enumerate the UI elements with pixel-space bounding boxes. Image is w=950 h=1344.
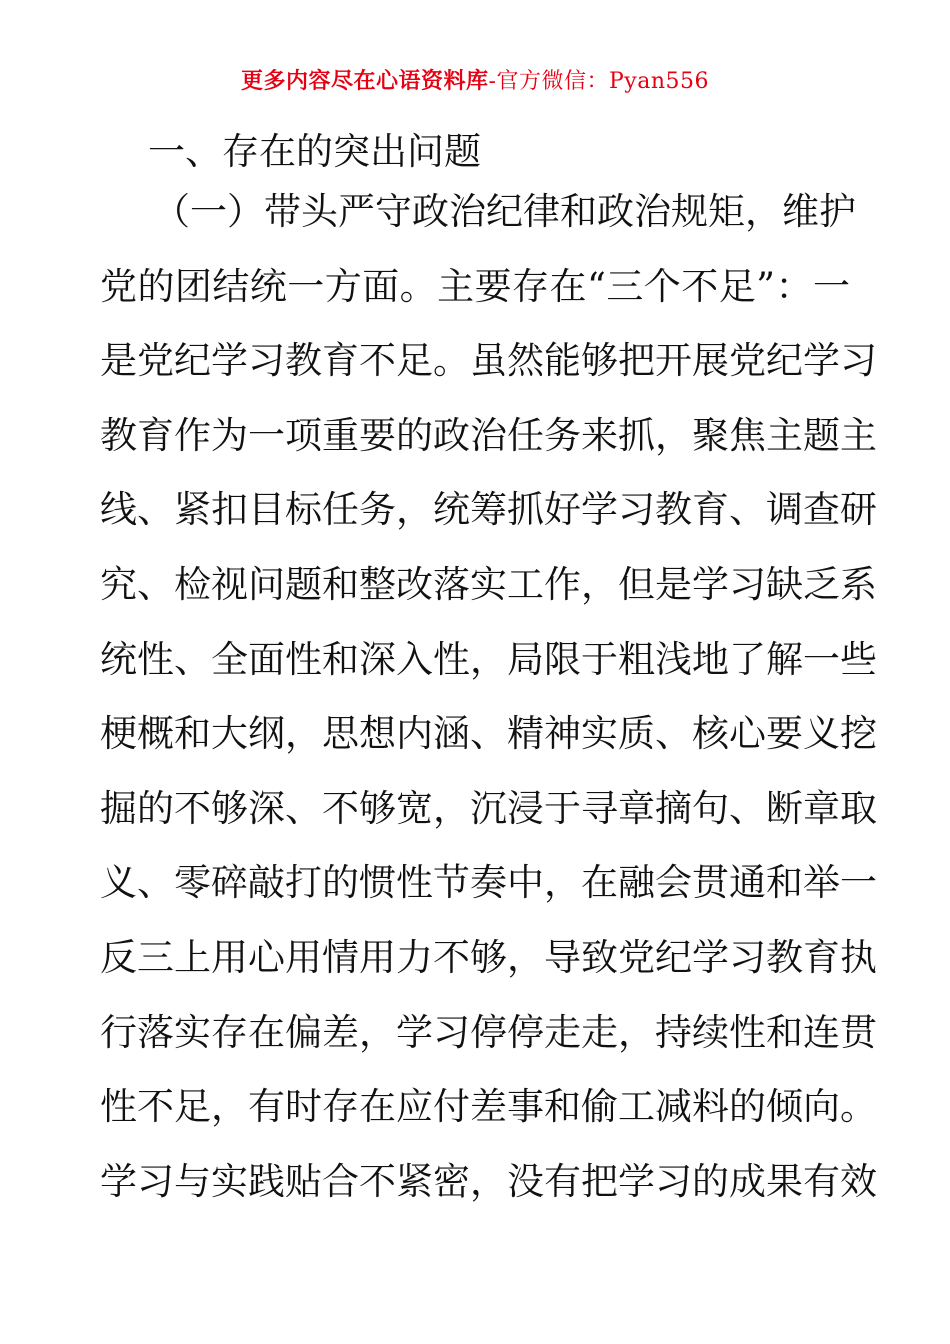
- paragraph-line: 线、紧扣目标任务，统筹抓好学习教育、调查研: [100, 488, 877, 532]
- paragraph-line: 行落实存在偏差，学习停停走走，持续性和连贯: [100, 1010, 877, 1054]
- paragraph-line: 究、检视问题和整改落实工作，但是学习缺乏系: [100, 562, 877, 606]
- paragraph-line: 性不足，有时存在应付差事和偷工减料的倾向。: [100, 1085, 877, 1129]
- watermark-banner: [0, 66, 950, 97]
- paragraph-line: 学习与实践贴合不紧密，没有把学习的成果有效: [100, 1159, 877, 1203]
- paragraph-line: 是党纪学习教育不足。虽然能够把开展党纪学习: [100, 339, 877, 383]
- paragraph-line: 党的团结统一方面。主要存在“三个不足”：一: [100, 264, 850, 308]
- paragraph-line: （一）带头严守政治纪律和政治规矩，维护: [153, 190, 856, 233]
- banner-primary-text: 更多内容尽在心语资料库: [241, 68, 489, 94]
- paragraph-line: 教育作为一项重要的政治任务来抓，聚焦主题主: [100, 413, 877, 457]
- paragraph-line: 梗概和大纲，思想内涵、精神实质、核心要义挖: [100, 712, 877, 756]
- paragraph-line: 掘的不够深、不够宽，沉浸于寻章摘句、断章取: [100, 786, 877, 830]
- body-paragraph: [100, 175, 877, 1219]
- paragraph-line: 统性、全面性和深入性，局限于粗浅地了解一些: [100, 637, 877, 681]
- section-heading: 一、存在的突出问题: [148, 130, 481, 173]
- banner-contact-text: -官方微信：Pyan556: [488, 69, 709, 94]
- paragraph-line: 反三上用心用情用力不够，导致党纪学习教育执: [100, 935, 877, 979]
- paragraph-line: 义、零碎敲打的惯性节奏中，在融会贯通和举一: [100, 861, 877, 905]
